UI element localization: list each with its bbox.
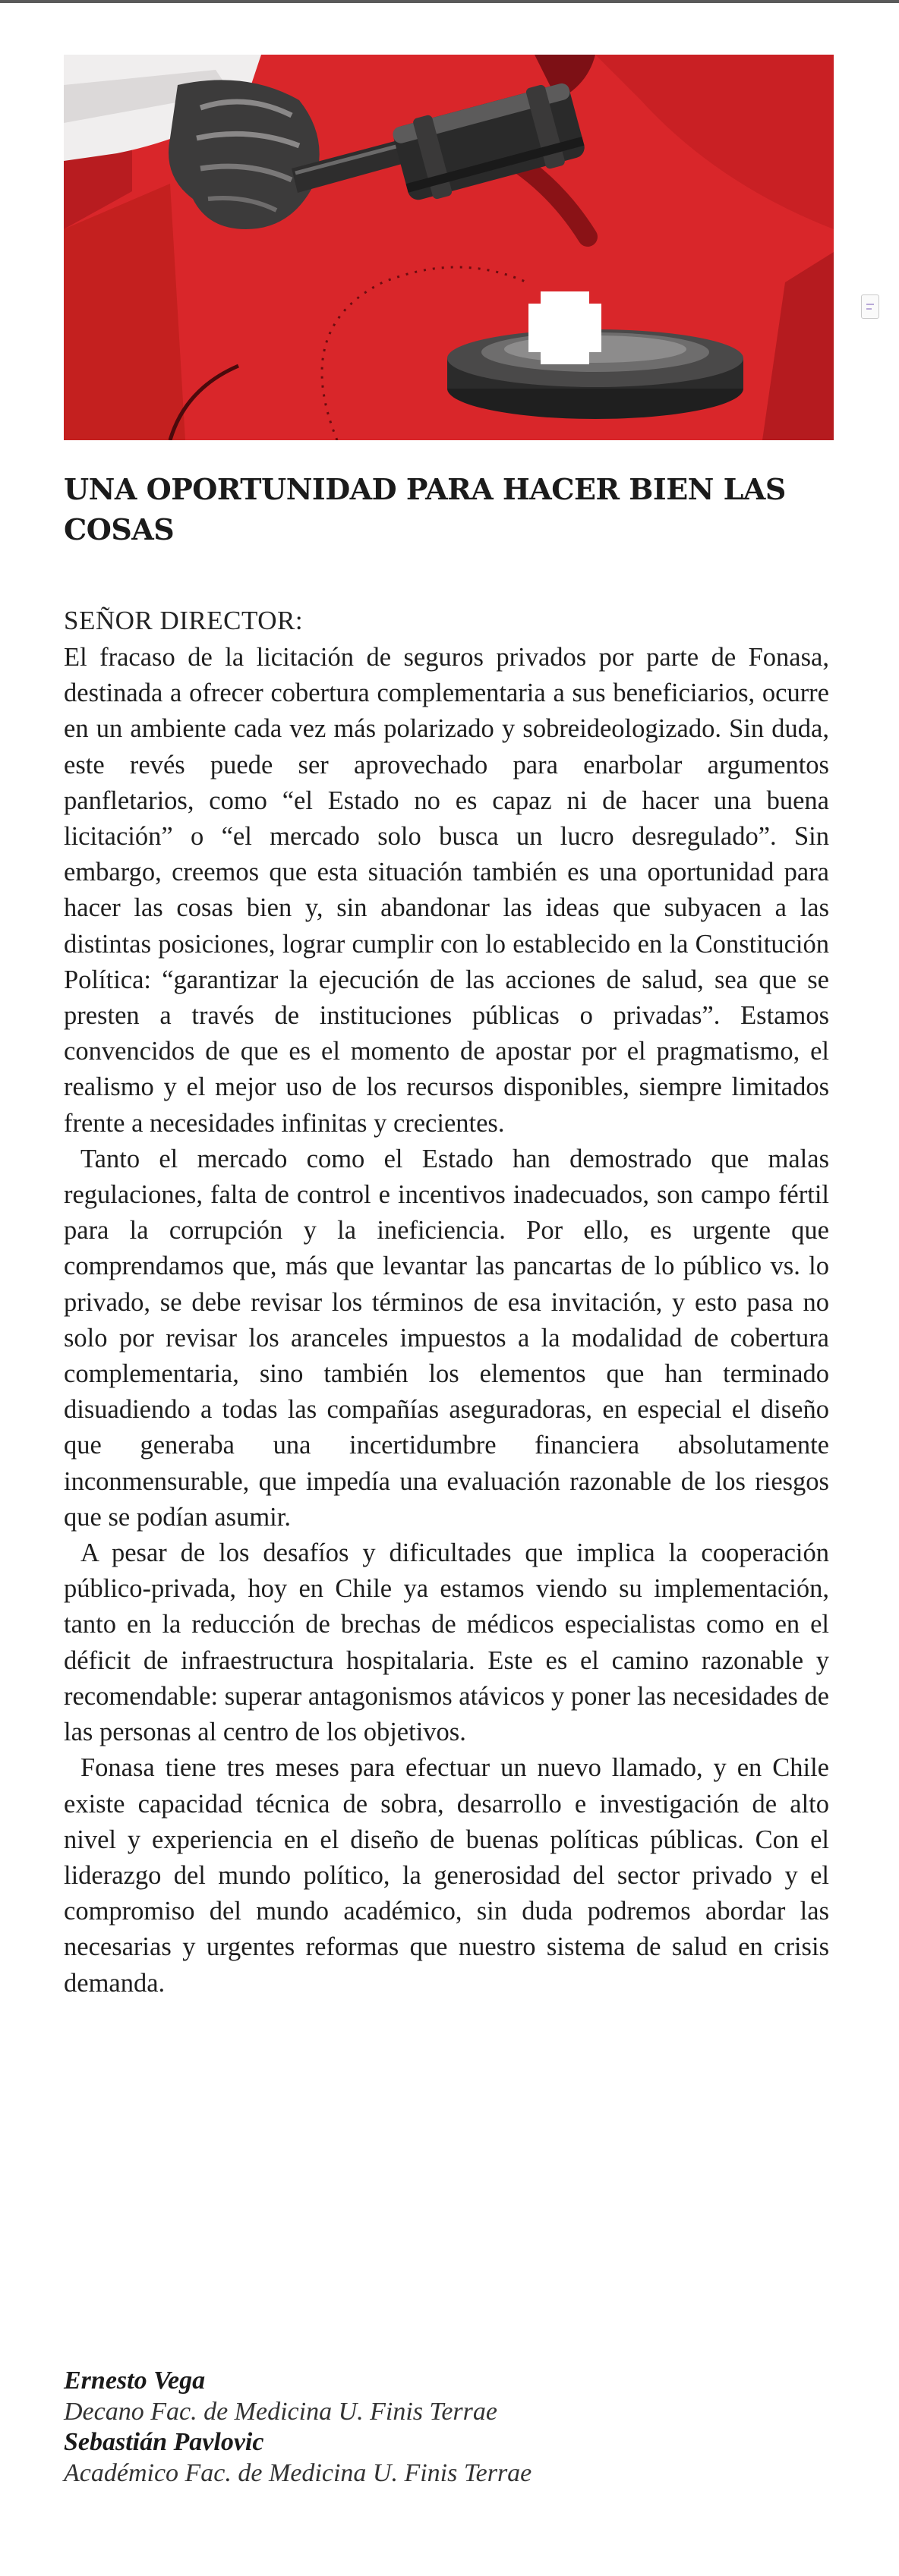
signatory-role-1: Decano Fac. de Medicina U. Finis Terrae [64, 2397, 497, 2426]
headline: UNA OPORTUNIDAD PARA HACER BIEN LAS COSAS [64, 472, 786, 546]
illustration-gavel-health-cross [64, 55, 834, 440]
shadow-shape-lower-left [64, 184, 185, 440]
letter-body [64, 640, 829, 2001]
signatory-name-1: Ernesto Vega [64, 2367, 206, 2395]
salutation: SEÑOR DIRECTOR: [64, 606, 304, 635]
paragraph-3: A pesar de los desafíos y dificultades que implica la cooperación público-privada, hoy en Chile ya estamos viendo su implementación, tanto en la reducción de brechas de médicos especialistas como en el déficit de infraestructura hospitalaria. Este es el camino razonable y recomendable: superar antagonismos atávicos y poner las necesidades de las personas al centro de los objetivos. [64, 1538, 829, 1747]
signatory-name-2: Sebastián Pavlovic [64, 2428, 264, 2456]
paragraph-1: El fracaso de la licitación de seguros privados por parte de Fonasa, destinada a ofrecer cobertura complementaria a sus beneficiarios, ocurre en un ambiente cada vez más polarizado y sobreideologizado. Sin duda, este revés puede ser aprovechado para enarbolar argumentos panfletarios, como “el Estado no es capaz ni de hacer una buena licitación” o “el mercado solo busca un lucro desregulado”. Sin embargo, creemos que esta situación también es una oportunidad para hacer las cosas bien y, sin abandonar las ideas que subyacen a las distintas posiciones, lograr cumplir con lo establecido en la Constitución Política: “garantizar la ejecución de las acciones de salud, sea que se presten a través de instituciones públicas o privadas”. Estamos convencidos de que es el momento de apostar por el pragmatismo, el realismo y el mejor uso de los recursos disponibles, siempre limitados frente a necesidades infinitas y crecientes. [64, 643, 829, 1138]
signatory-role-2: Académico Fac. de Medicina U. Finis Terrae [64, 2458, 532, 2487]
paragraph-2: Tanto el mercado como el Estado han demostrado que malas regulaciones, falta de control e incentivos inadecuados, son campo fértil para la corrupción y la ineficiencia. Por ello, es urgente que comprendamos que, más que levantar las pancartas de lo público vs. lo privado, se debe revisar los términos de esa invitación, y esto pasa no solo por revisar los aranceles impuestos a la modalidad de cobertura complementaria, sino también los elementos que han terminado disuadiendo a todas las compañías aseguradoras, en especial el diseño que generaba una incertidumbre financiera absolutamente inconmensurable, que impedía una evaluación razonable de los riesgos que se podían asumir. [64, 1144, 829, 1532]
comment-icon[interactable] [861, 294, 879, 319]
paragraph-4: Fonasa tiene tres meses para efectuar un nuevo llamado, y en Chile existe capacidad técnica de sobra, desarrollo e investigación de alto nivel y experiencia en el diseño de buenas políticas públicas. Con el liderazgo del mundo político, la generosidad del sector privado y el compromiso del mundo académico, sin duda podremos abordar las necesarias y urgentes reformas que nuestro sistema de salud en crisis demanda. [64, 1753, 829, 1998]
top-rule [0, 0, 899, 3]
signature-block [64, 2366, 532, 2489]
gavel-illustration-svg [64, 55, 834, 440]
